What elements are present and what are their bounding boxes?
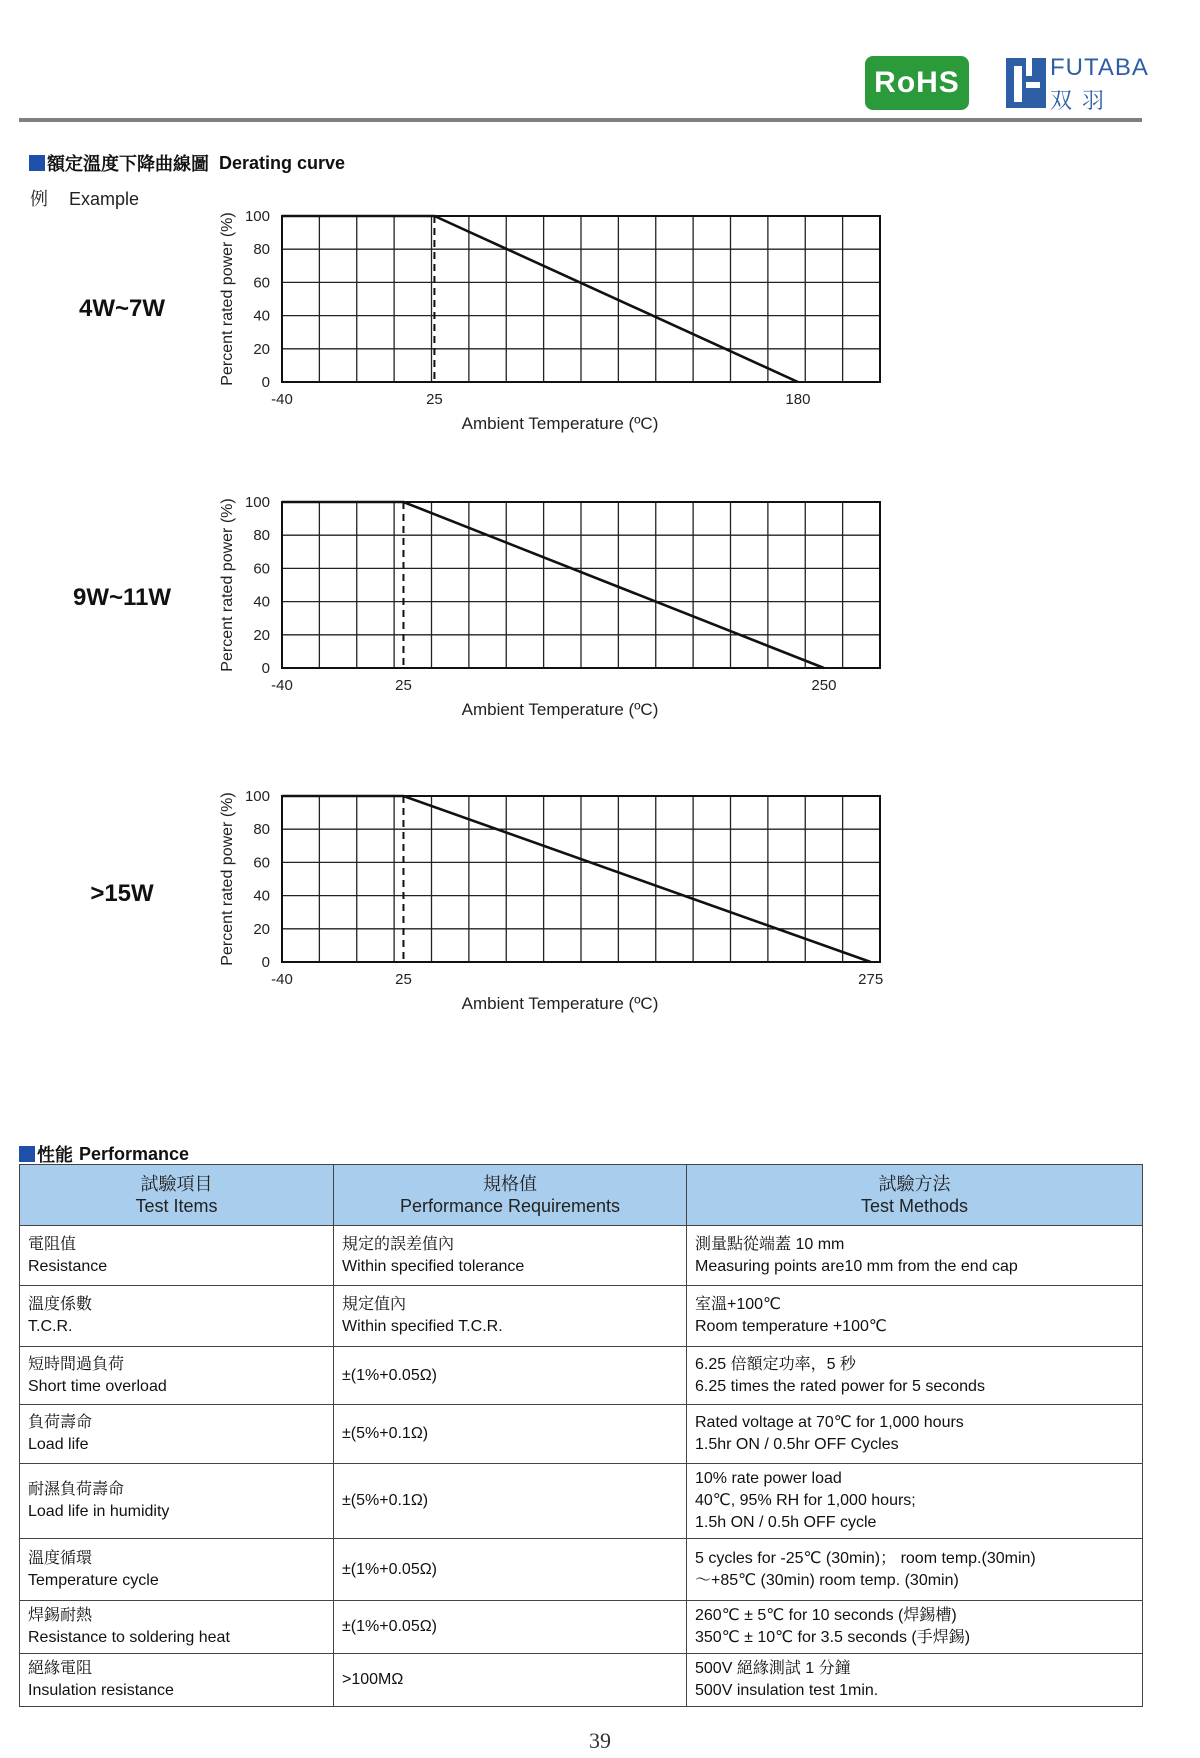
derating-chart-15w	[200, 780, 900, 1050]
y-tick-label: 20	[253, 920, 270, 938]
cell-requirement: ±(1%+0.05Ω)	[334, 1347, 687, 1405]
header-test-items: 試驗項目 Test Items	[20, 1165, 334, 1226]
performance-title-cn: 性能	[37, 1145, 73, 1165]
x-tick-label: 180	[785, 391, 811, 408]
brand-name-en: FUTABA	[1050, 54, 1149, 81]
y-tick-label: 60	[253, 274, 270, 292]
derating-section-title	[29, 150, 345, 176]
example-label-en: Example	[69, 189, 140, 209]
x-tick-label: 275	[858, 971, 884, 988]
x-tick-label: 25	[426, 391, 443, 408]
y-tick-label: 60	[253, 854, 270, 872]
y-tick-label: 80	[253, 241, 270, 259]
cell-item: 溫度係數 T.C.R.	[20, 1286, 334, 1347]
y-tick-label: 80	[253, 527, 270, 545]
performance-table	[19, 1164, 1143, 1707]
y-tick-label: 0	[261, 374, 270, 391]
x-tick-label: -40	[271, 391, 293, 408]
y-axis-label: Percent rated power (%)	[219, 792, 236, 966]
cell-requirement: ±(5%+0.1Ω)	[334, 1405, 687, 1464]
cell-requirement: ±(5%+0.1Ω)	[334, 1464, 687, 1539]
derating-title-en: Derating curve	[219, 152, 346, 173]
x-tick-label: -40	[271, 971, 293, 988]
chart-1-range-label: 4W~7W	[78, 295, 165, 322]
table-row	[20, 1601, 1143, 1654]
y-tick-label: 0	[261, 660, 270, 677]
table-row	[20, 1347, 1143, 1405]
cell-item: 溫度循環 Temperature cycle	[20, 1539, 334, 1601]
brand-name-cn: 双羽	[1050, 88, 1115, 113]
cell-requirement: >100MΩ	[334, 1654, 687, 1707]
y-tick-label: 80	[253, 821, 270, 839]
y-tick-label: 100	[244, 208, 270, 225]
x-tick-label: -40	[271, 677, 293, 694]
table-row	[20, 1654, 1143, 1707]
y-axis-label: Percent rated power (%)	[219, 212, 236, 386]
header-divider	[19, 118, 1142, 122]
cell-method: 測量點從端蓋 10 mm Measuring points are10 mm from the end cap	[687, 1226, 1143, 1286]
example-label	[30, 185, 139, 211]
x-tick-label: 25	[395, 971, 412, 988]
y-tick-label: 40	[253, 307, 270, 325]
y-tick-label: 100	[244, 788, 270, 805]
x-tick-label: 250	[811, 677, 837, 694]
header-test-methods: 試驗方法 Test Methods	[687, 1165, 1143, 1226]
cell-requirement: ±(1%+0.05Ω)	[334, 1539, 687, 1601]
derating-curve-line	[282, 796, 871, 962]
y-axis-label: Percent rated power (%)	[219, 498, 236, 672]
derating-curve-line	[282, 216, 798, 382]
derating-title-cn: 額定溫度下降曲線圖	[47, 154, 209, 174]
cell-item: 負荷壽命 Load life	[20, 1405, 334, 1464]
derating-chart-9w-11w	[200, 486, 900, 756]
cell-item: 電阻值 Resistance	[20, 1226, 334, 1286]
table-row	[20, 1464, 1143, 1539]
x-axis-label: Ambient Temperature (ºC)	[461, 994, 659, 1013]
section-bullet-icon	[19, 1146, 35, 1162]
cell-method: 260℃ ± 5℃ for 10 seconds (焊錫槽) 350℃ ± 10℃ for 3.5 seconds (手焊錫)	[687, 1601, 1143, 1654]
chart-3-range-label: >15W	[90, 880, 154, 907]
cell-requirement: 規定的誤差值內 Within specified tolerance	[334, 1226, 687, 1286]
cell-item: 短時間過負荷 Short time overload	[20, 1347, 334, 1405]
derating-chart-4w-7w	[200, 200, 900, 470]
x-axis-label: Ambient Temperature (ºC)	[461, 700, 659, 719]
header-requirements: 規格值 Performance Requirements	[334, 1165, 687, 1226]
table-row	[20, 1405, 1143, 1464]
cell-method: 500V 絕緣測試 1 分鐘 500V insulation test 1min.	[687, 1654, 1143, 1707]
y-tick-label: 40	[253, 593, 270, 611]
rohs-badge: RoHS	[865, 56, 969, 110]
x-tick-label: 25	[395, 677, 412, 694]
derating-curve-line	[282, 502, 824, 668]
cell-method: 室溫+100℃ Room temperature +100℃	[687, 1286, 1143, 1347]
page-number: 39	[589, 1728, 611, 1753]
cell-item: 絕緣電阻 Insulation resistance	[20, 1654, 334, 1707]
performance-title-en: Performance	[79, 1143, 190, 1164]
x-axis-label: Ambient Temperature (ºC)	[461, 414, 659, 433]
cell-item: 焊錫耐熱 Resistance to soldering heat	[20, 1601, 334, 1654]
table-row	[20, 1226, 1143, 1286]
section-bullet-icon	[29, 155, 45, 171]
cell-method: Rated voltage at 70℃ for 1,000 hours 1.5hr ON / 0.5hr OFF Cycles	[687, 1405, 1143, 1464]
cell-requirement: ±(1%+0.05Ω)	[334, 1601, 687, 1654]
cell-item: 耐濕負荷壽命 Load life in humidity	[20, 1464, 334, 1539]
futaba-logo-icon	[1004, 54, 1048, 110]
cell-requirement: 規定值內 Within specified T.C.R.	[334, 1286, 687, 1347]
table-row	[20, 1286, 1143, 1347]
cell-method: 6.25 倍額定功率，5 秒 6.25 times the rated power for 5 seconds	[687, 1347, 1143, 1405]
chart-2-range-label: 9W~11W	[72, 584, 172, 611]
y-tick-label: 60	[253, 560, 270, 578]
y-tick-label: 20	[253, 340, 270, 358]
table-header-row	[20, 1165, 1143, 1226]
cell-method: 5 cycles for -25℃ (30min)； room temp.(30min) ～+85℃ (30min) room temp. (30min)	[687, 1539, 1143, 1601]
table-row	[20, 1539, 1143, 1601]
y-tick-label: 0	[261, 954, 270, 971]
example-label-cn: 例	[30, 189, 48, 209]
cell-method: 10% rate power load 40℃, 95% RH for 1,000 hours; 1.5h ON / 0.5h OFF cycle	[687, 1464, 1143, 1539]
y-tick-label: 100	[244, 494, 270, 511]
y-tick-label: 40	[253, 887, 270, 905]
y-tick-label: 20	[253, 626, 270, 644]
